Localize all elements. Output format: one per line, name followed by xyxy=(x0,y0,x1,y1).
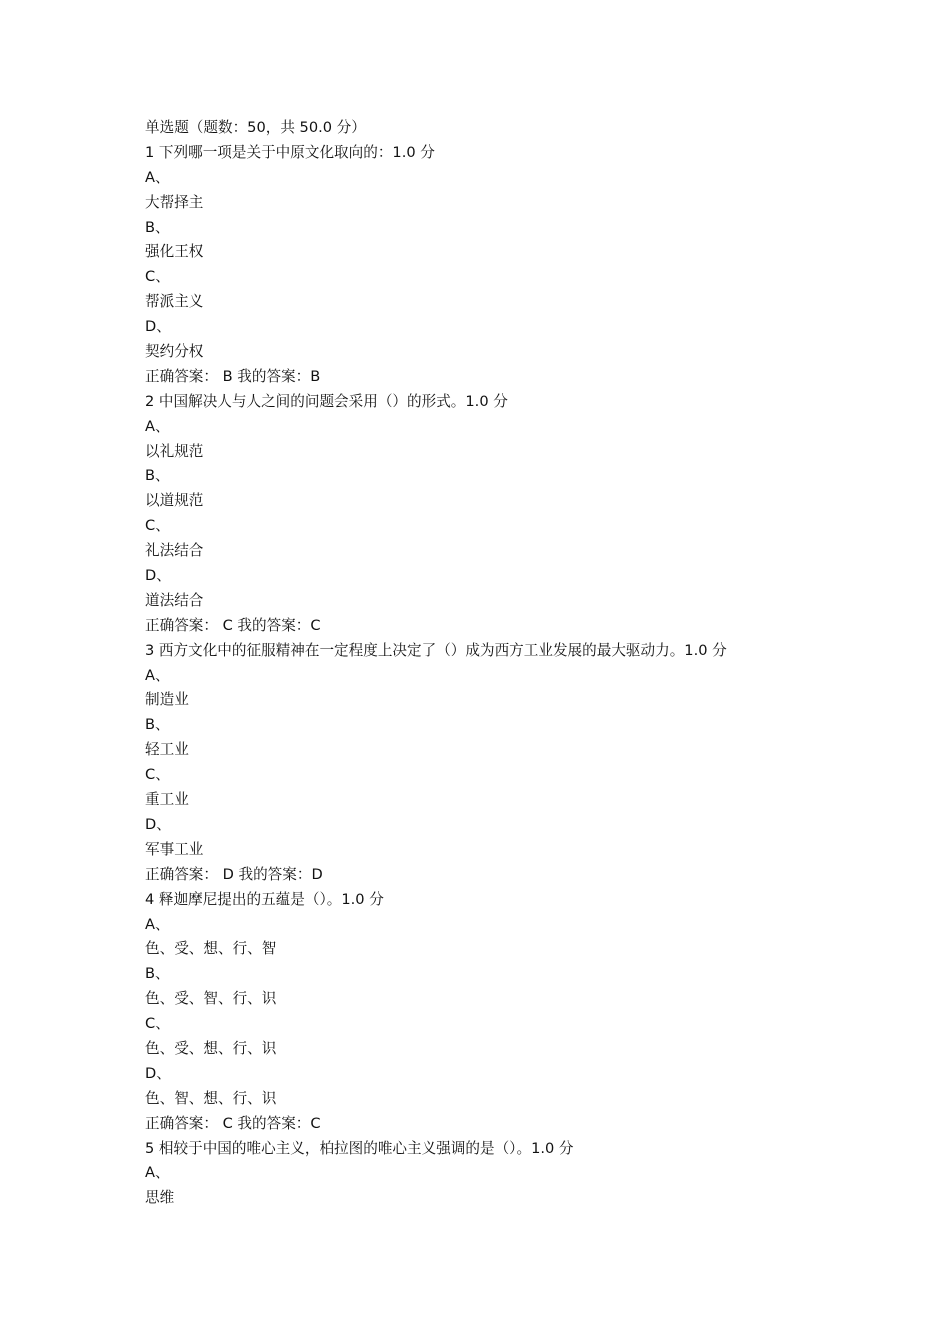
option-text: 色、受、智、行、识 xyxy=(145,990,277,1008)
option-text: 色、受、想、行、识 xyxy=(145,1039,277,1057)
option-label: C、 xyxy=(145,517,170,535)
option-label: C、 xyxy=(145,268,170,286)
question-2 xyxy=(145,390,925,639)
question-stem: 3 西方文化中的征服精神在一定程度上决定了（）成为西方工业发展的最大驱动力。1.0 分 xyxy=(145,641,727,659)
option-label: A、 xyxy=(145,417,170,435)
option-label: D、 xyxy=(145,318,171,336)
section-title: 单选题（题数：50，共 50.0 分） xyxy=(145,119,366,136)
question-stem: 2 中国解决人与人之间的问题会采用（）的形式。1.0 分 xyxy=(145,392,508,410)
option-label: D、 xyxy=(145,567,171,585)
question-3 xyxy=(145,639,925,888)
option-label: B、 xyxy=(145,218,170,236)
answer-line: 正确答案： C 我的答案：C xyxy=(145,1114,321,1132)
answer-line: 正确答案： B 我的答案：B xyxy=(145,367,321,385)
question-1 xyxy=(145,141,925,390)
option-label: B、 xyxy=(145,965,170,983)
option-text: 以礼规范 xyxy=(145,442,204,460)
option-text: 军事工业 xyxy=(145,840,204,858)
option-text: 以道规范 xyxy=(145,492,204,510)
option-text: 重工业 xyxy=(145,791,189,809)
option-label: D、 xyxy=(145,815,171,833)
option-text: 大帮择主 xyxy=(145,193,204,211)
option-label: B、 xyxy=(145,467,170,485)
option-label: A、 xyxy=(145,1164,170,1182)
option-text: 色、受、想、行、智 xyxy=(145,940,277,958)
option-text: 契约分权 xyxy=(145,343,204,361)
option-text: 色、智、想、行、识 xyxy=(145,1089,277,1107)
answer-line: 正确答案： D 我的答案：D xyxy=(145,865,323,883)
option-label: D、 xyxy=(145,1064,171,1082)
option-text: 轻工业 xyxy=(145,741,189,759)
option-text: 帮派主义 xyxy=(145,293,204,311)
question-stem: 4 释迦摩尼提出的五蕴是（）。1.0 分 xyxy=(145,890,384,908)
option-text: 制造业 xyxy=(145,691,189,709)
option-text: 思维 xyxy=(145,1189,175,1207)
question-4 xyxy=(145,888,925,1137)
option-label: C、 xyxy=(145,766,170,784)
document-page xyxy=(145,116,925,1211)
option-label: A、 xyxy=(145,168,170,186)
option-label: A、 xyxy=(145,915,170,933)
option-text: 道法结合 xyxy=(145,591,204,609)
answer-line: 正确答案： C 我的答案：C xyxy=(145,616,321,634)
question-stem: 5 相较于中国的唯心主义，柏拉图的唯心主义强调的是（）。1.0 分 xyxy=(145,1139,574,1157)
question-5 xyxy=(145,1137,925,1212)
option-label: C、 xyxy=(145,1015,170,1033)
option-text: 礼法结合 xyxy=(145,542,204,560)
question-stem: 1 下列哪一项是关于中原文化取向的：1.0 分 xyxy=(145,143,435,161)
option-label: A、 xyxy=(145,666,170,684)
option-label: B、 xyxy=(145,716,170,734)
option-text: 强化王权 xyxy=(145,243,204,261)
